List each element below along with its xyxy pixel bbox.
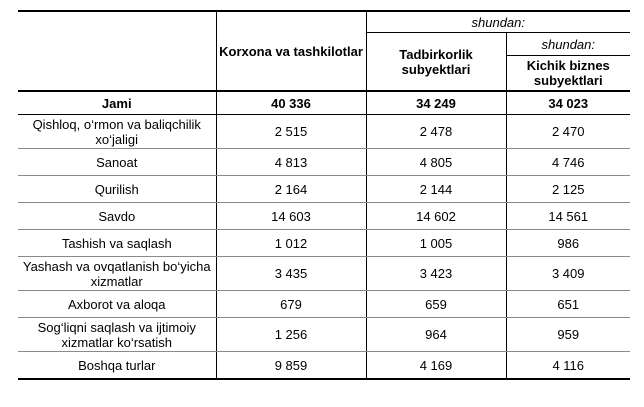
cell-tadbirkorlik: 14 602 (366, 203, 506, 230)
table-row (18, 149, 630, 176)
table-row (18, 318, 630, 352)
cell-kichik: 3 409 (506, 257, 630, 291)
header-tadbirkorlik: Tadbirkorlik subyektlari (366, 33, 506, 92)
cell-korxona: 2 164 (216, 176, 366, 203)
cell-kichik: 959 (506, 318, 630, 352)
cell-tadbirkorlik: 2 478 (366, 115, 506, 149)
cell-korxona: 9 859 (216, 352, 366, 380)
cell-tadbirkorlik: 659 (366, 291, 506, 318)
cell-tadbirkorlik: 1 005 (366, 230, 506, 257)
table-row-total (18, 91, 630, 115)
row-label: Sanoat (18, 149, 216, 176)
cell-korxona: 1 256 (216, 318, 366, 352)
cell-tadbirkorlik: 34 249 (366, 91, 506, 115)
cell-korxona: 679 (216, 291, 366, 318)
cell-tadbirkorlik: 3 423 (366, 257, 506, 291)
table-row (18, 115, 630, 149)
cell-korxona: 3 435 (216, 257, 366, 291)
row-label: Qishloq, o‘rmon va baliqchilik xo‘jaligi (18, 115, 216, 149)
cell-kichik: 651 (506, 291, 630, 318)
table-row (18, 291, 630, 318)
row-label: Qurilish (18, 176, 216, 203)
cell-kichik: 2 125 (506, 176, 630, 203)
table-row (18, 203, 630, 230)
table-row (18, 257, 630, 291)
cell-tadbirkorlik: 964 (366, 318, 506, 352)
cell-kichik: 2 470 (506, 115, 630, 149)
header-empty-cell (18, 11, 216, 91)
header-shundan-top: shundan: (366, 11, 630, 33)
row-label: Jami (18, 91, 216, 115)
statistics-table (18, 10, 630, 380)
row-label: Tashish va saqlash (18, 230, 216, 257)
cell-korxona: 40 336 (216, 91, 366, 115)
table-row (18, 352, 630, 380)
cell-kichik: 34 023 (506, 91, 630, 115)
cell-tadbirkorlik: 4 169 (366, 352, 506, 380)
cell-kichik: 4 746 (506, 149, 630, 176)
cell-tadbirkorlik: 2 144 (366, 176, 506, 203)
cell-korxona: 14 603 (216, 203, 366, 230)
table-row (18, 230, 630, 257)
row-label: Savdo (18, 203, 216, 230)
cell-korxona: 1 012 (216, 230, 366, 257)
cell-kichik: 986 (506, 230, 630, 257)
cell-kichik: 4 116 (506, 352, 630, 380)
cell-kichik: 14 561 (506, 203, 630, 230)
header-row-top (18, 11, 630, 33)
header-shundan-sub: shundan: (506, 33, 630, 56)
cell-korxona: 2 515 (216, 115, 366, 149)
row-label: Sog‘liqni saqlash va ijtimoiy xizmatlar ko‘rsatish (18, 318, 216, 352)
row-label: Boshqa turlar (18, 352, 216, 380)
row-label: Yashash va ovqatlanish bo‘yicha xizmatlar (18, 257, 216, 291)
row-label: Axborot va aloqa (18, 291, 216, 318)
table-row (18, 176, 630, 203)
cell-tadbirkorlik: 4 805 (366, 149, 506, 176)
header-kichik: Kichik biznes subyektlari (506, 56, 630, 92)
cell-korxona: 4 813 (216, 149, 366, 176)
header-korxona: Korxona va tashkilotlar (216, 11, 366, 91)
